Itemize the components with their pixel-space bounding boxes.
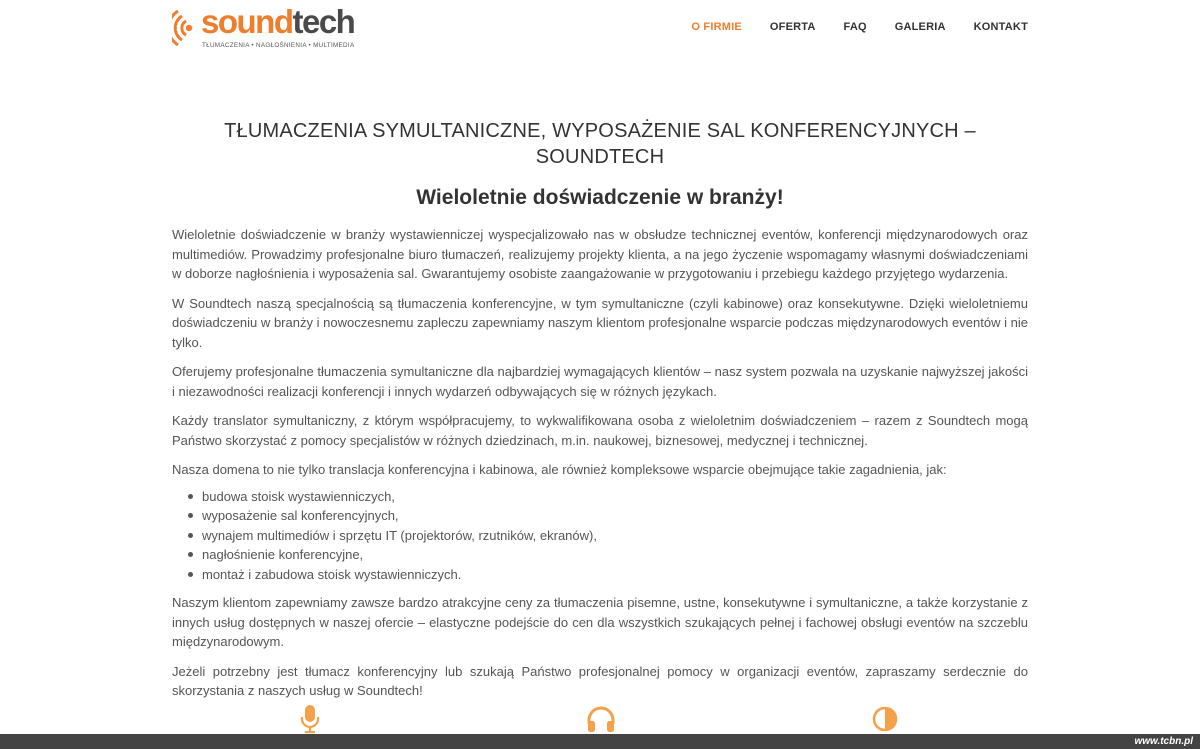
sound-waves-logo-icon (172, 8, 204, 46)
list-item: wyposażenie sal konferencyjnych, (188, 506, 1028, 526)
nav-item-galeria[interactable]: GALERIA (894, 21, 946, 33)
paragraph: Naszym klientom zapewniamy zawsze bardzo atrakcyjne ceny za tłumaczenia pisemne, ustne, konsekutywne i symultaniczne, a także korzystanie z innych usług dostępnych w naszej ofercie – elastyczne podejście do cen dla wszystkich szukających pełnej i fachowej obsługi eventów na szczeblu międzynarodowym. (172, 595, 1028, 649)
paragraph: Nasza domena to nie tylko translacja konferencyjna i kabinowa, ale również kompleksowe wsparcie obejmujące takie zagadnienia, jak: (172, 462, 947, 477)
paragraph: Każdy translator symultaniczny, z którym współpracujemy, to wykwalifikowana osoba z wieloletnim doświadczeniem – razem z Soundtech mogą Państwo skorzystać z pomocy specjalistów w różnych dziedzinach, m.in. naukowej, biznesowej, medycznej i technicznej. (172, 413, 1028, 448)
list-item: nagłośnienie konferencyjne, (188, 545, 1028, 565)
watermark-text: www.tcbn.pl (1134, 736, 1193, 747)
paragraph: W Soundtech naszą specjalnością są tłumaczenia konferencyjne, w tym symultaniczne (czyli kabinowe) oraz konsekutywne. Dzięki wieloletniemu doświadczeniu w branży i nowoczesnemu zapleczu zapewniamy naszym klientom profesjonalne wsparcie podczas międzynarodowych eventów i nie tylko. (172, 295, 1028, 350)
paragraph: Jeżeli potrzebny jest tłumacz konferencyjny lub szukają Państwo profesjonalnej pomocy w organizacji eventów, zapraszamy serdecznie do skorzystania z naszych usług w Soundtech! (172, 663, 1028, 698)
services-list (188, 487, 1028, 585)
logo-tagline: TŁUMACZENIA • NAGŁOŚNIENIA • MULTIMEDIA (202, 42, 355, 49)
site-logo[interactable] (172, 3, 355, 50)
microphone-icon (299, 704, 321, 734)
contrast-icon (872, 706, 898, 732)
list-item: budowa stoisk wystawienniczych, (188, 487, 1028, 507)
logo-wordmark (201, 3, 354, 41)
main-content (172, 118, 1028, 711)
page-title: TŁUMACZENIA SYMULTANICZNE, WYPOSAŻENIE SAL KONFERENCYJNYCH – SOUNDTECH (224, 120, 976, 168)
list-item: montaż i zabudowa stoisk wystawienniczych. (188, 565, 1028, 585)
nav-item-faq[interactable]: FAQ (843, 21, 867, 33)
nav-item-oferta[interactable]: OFERTA (769, 21, 816, 33)
footer-bar (0, 734, 1200, 749)
paragraph: Oferujemy profesjonalne tłumaczenia symultaniczne dla najbardziej wymagających klientów – nasz system pozwala na uzyskanie najwyższej jakości i niezawodności realizacji konferencji i innych wydarzeń odbywających się w różnych językach. (172, 364, 1028, 399)
logo-word-sound: sound (201, 3, 293, 40)
features-icons-row (0, 704, 1200, 736)
paragraph: Wieloletnie doświadczenie w branży wystawienniczej wyspecjalizowało nas w obsłudze technicznej eventów, konferencji międzynarodowych oraz multimediów. Prowadzimy profesjonalne biuro tłumaczeń, realizujemy projekty klienta, a na jego życzenie wspomagamy własnymi doświadczeniami w doborze nagłośnienia i wyposażenia sal. Gwarantujemy osobiste zaangażowanie w przygotowaniu i przebiegu każdego przyjętego wydarzenia. (172, 227, 1028, 281)
logo-word-tech: tech (292, 3, 355, 40)
site-header (0, 0, 1200, 56)
page-subtitle: Wieloletnie doświadczenie w branży! (416, 186, 784, 209)
nav-item-kontakt[interactable]: KONTAKT (973, 21, 1028, 33)
headphones-icon (586, 705, 616, 733)
main-nav (663, 21, 1028, 33)
list-item: wynajem multimediów i sprzętu IT (projektorów, rzutników, ekranów), (188, 526, 1028, 546)
nav-item-o-firmie[interactable]: O FIRMIE (691, 21, 742, 33)
